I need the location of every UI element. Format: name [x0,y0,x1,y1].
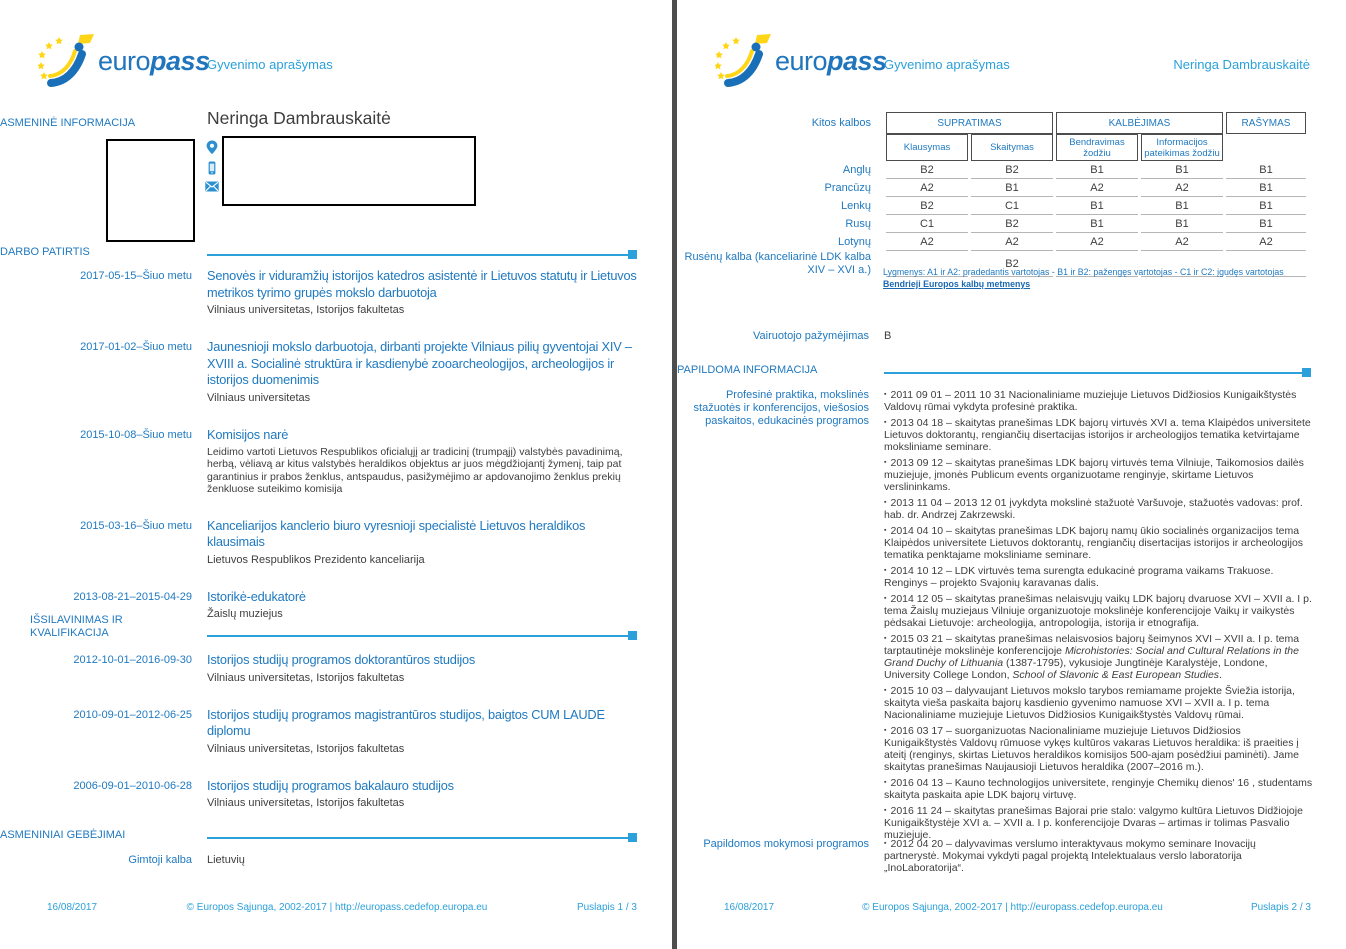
section-label-additional: PAPILDOMA INFORMACIJA [677,364,818,376]
language-level: B2 [971,161,1053,179]
europass-wordmark: europass [98,45,210,76]
language-level: B1 [1226,215,1306,233]
section-rule [207,254,637,256]
europass-logo [715,34,887,88]
bullet-text: 2011 09 01 – 2011 10 31 Nacionaliniame muziejuje Lietuvos Didžiosios Kunigaikštystės Valdovų rūmai vykdyta profesinė praktika. [884,389,1297,413]
entry-title: Komisijos narė [207,426,289,442]
cv-page-1 [0,0,672,949]
other-languages-table [677,112,1309,277]
entry-date: 2015-03-16–Šiuo metu [80,519,192,532]
entry-body [207,268,639,317]
native-language-value: Lietuvių [207,854,245,866]
language-name: Rusėnų kalba (kanceliarinė LDK kalba XIV – XVI a.) [684,251,871,276]
language-level: B1 [1141,215,1223,233]
entry-organisation: Vilniaus universitetas, Istorijos fakultetas [207,797,405,809]
native-language-row [0,854,672,867]
language-level: C1 [971,197,1053,215]
language-row [680,197,1306,215]
additional-info-row-practice [677,389,1346,845]
bullet-item [884,497,1314,521]
other-languages-label: Kitos kalbos [811,117,871,129]
bullet-item [884,457,1314,493]
cv-page-2 [677,0,1346,949]
work-experience-heading [0,246,672,259]
language-level: B1 [1056,161,1138,179]
language-name: Lenkų [841,199,871,212]
header-person-name: Neringa Dambrauskaitė [1173,57,1310,72]
document-title: Gyvenimo aprašymas [207,57,333,72]
language-level: B2 [971,251,1053,277]
bullet-marker-icon: ▪ [884,419,887,426]
entry-title: Jaunesnioji mokslo darbuotoja, dirbanti projekte Vilniaus pilių gyventojai XIV – XVIII a. Socialinė struktūra ir kasdienybė zooarcheologijos, archeologijos ir istorijos duomenimis [207,339,632,387]
language-level: A2 [1056,233,1138,251]
bullet-item [884,777,1314,801]
bullet-text: 2013 04 18 – skaitytas pranešimas LDK bajorų virtuvės XVI a. tema Klaipėdos universitete Lietuvos doktorantų, rengiančių disertacijas istorijos ir archeologijos tematika ketvirtajame moksliniame seminare. [884,417,1311,453]
bullet-text: (1387-1795), vykusioje Jungtinėje Karalystėje, Londone, University College London, [884,657,1268,681]
bullet-item [884,593,1314,629]
entry-date: 2017-05-15–Šiuo metu [80,270,192,282]
additional-info-row-training [677,838,1346,878]
bullet-marker-icon: ▪ [884,459,887,466]
entry-description: Leidimo vartoti Lietuvos Respublikos oficialųjį ar tradicinį (trumpąjį) valstybės pavadinimą, herbą, vėliavą ar kitus valstybės heraldikos objektus ar juos mėgdžiojantį žymenį, taip pat garantinius ir prabos ženklus, antspaudus, pasižymėjimo ar apdovanojimo ženklus prekių ženkluose suteikimo komisija [207,446,623,496]
cefr-framework-link[interactable]: Bendrieji Europos kalbų metmenys [883,279,1031,289]
entry-title: Istorijos studijų programos magistrantūros studijos, baigtos CUM LAUDE diplomu [207,706,605,738]
language-level: B2 [886,197,968,215]
photo-placeholder [106,139,195,242]
language-level: B1 [1141,161,1223,179]
cv-entry [0,652,672,685]
column-spoken-interaction: Bendravimas žodžiu [1056,134,1138,161]
language-level: A2 [1056,179,1138,197]
bullet-text: 2012 04 20 – dalyvavimas verslumo interaktyvaus mokymo seminare Inovacijų partnerystė. Mokymai vykdyti pagal projektą Intelektualaus verslo laboratorija „InoLaboratorija“. [884,838,1256,874]
footer-page-number: Puslapis 1 / 3 [576,902,637,913]
driving-licence-value: B [884,330,892,342]
bullet-text: 2013 11 04 – 2013 12 01 įvykdyta mokslinė stažuotė Varšuvoje, stažuotės vadovas: prof. hab. dr. Andrzej Zakrzewski. [884,497,1303,521]
section-label-work: DARBO PATIRTIS [0,246,90,258]
bullet-item [884,685,1314,721]
page-footer [47,902,637,913]
language-row [680,179,1306,197]
contact-redacted-box [222,136,476,206]
bullet-text: 2014 04 10 – skaitytas pranešimas LDK bajorų namų ūkio socialinės organizacijos tema Klaipėdos universitete Lietuvos doktorantų, rengiančių disertacijas istorijos ir archeologijos tematika penktajame moksliniame seminare. [884,525,1304,561]
language-level: B1 [1226,197,1306,215]
additional-info-heading [677,364,1346,377]
practice-conferences-bullets [884,389,1314,845]
entry-date: 2017-01-02–Šiuo metu [80,341,192,353]
language-level: B1 [971,179,1053,197]
europass-logo-figure-icon [38,34,96,88]
column-reading: Skaitymas [971,134,1053,161]
language-level: A2 [886,233,968,251]
bullet-marker-icon: ▪ [884,635,887,642]
personal-skills-heading [0,829,672,842]
cv-entry [0,707,672,756]
language-level: B2 [971,215,1053,233]
language-name: Lotynų [837,235,871,248]
bullet-marker-icon: ▪ [884,727,887,734]
bullet-text: 2015 03 21 – skaitytas pranešimas nelaisvosios bajorų šeimynos XVI – XVII a. I p. tema tarptautinėje mokslinėje konferencijoje [884,633,1300,657]
section-label-personal-info: ASMENINĖ INFORMACIJA [0,117,136,129]
entry-title: Istorikė-edukatorė [207,588,306,604]
entry-title: Senovės ir viduramžių istorijos katedros asistentė ir Lietuvos statutų ir Lietuvos metrikos tyrimo grupės mokslo darbuotoja [207,268,637,300]
bullet-text: 2014 10 12 – LDK virtuvės tema surengta edukacinė programa vaikams Trakuose. Renginys – projekto Svajonių karavanas dalis. [884,565,1274,589]
entry-body [207,652,639,685]
entry-date: 2013-08-21–2015-04-29 [73,590,192,603]
bullet-item [884,838,1314,874]
column-writing-empty [1226,134,1306,161]
entry-title: Istorijos studijų programos bakalauro studijos [207,777,454,793]
column-group-writing: RAŠYMAS [1226,112,1306,134]
cv-entry [0,268,672,317]
footer-copyright: © Europos Sąjunga, 2002-2017 | http://europass.cedefop.europa.eu [186,902,488,913]
bullet-text: Microhistories: Social and Cultural Relations in the Grand Duchy of Lithuania [884,645,1299,669]
education-heading [0,614,672,640]
entry-body [207,427,639,496]
language-level: A2 [1226,233,1306,251]
bullet-marker-icon: ▪ [884,595,887,602]
entry-organisation: Vilniaus universitetas, Istorijos fakultetas [207,304,405,316]
mobile-phone-icon [205,161,219,175]
work-entries-list [0,268,672,643]
entry-body [207,339,639,405]
language-row [680,161,1306,179]
bullet-item [884,565,1314,589]
entry-organisation: Lietuvos Respublikos Prezidento kanceliarija [207,553,425,566]
email-envelope-icon [205,181,219,192]
training-programs-bullets [884,838,1314,878]
training-programs-label: Papildomos mokymosi programos [703,838,869,850]
bullet-marker-icon: ▪ [884,527,887,534]
language-table-group-header-row [680,112,1306,134]
language-level: B1 [1226,161,1306,179]
cv-entry [0,427,672,496]
footer-page-number: Puslapis 2 / 3 [1250,902,1311,913]
entry-date: 2006-09-01–2010-06-28 [73,779,192,792]
footer-date: 16/08/2017 [724,902,775,913]
language-name: Anglų [842,163,871,176]
bullet-item [884,805,1314,841]
entry-title: Istorijos studijų programos doktorantūros studijos [207,652,476,667]
language-name: Rusų [845,217,871,230]
document-title: Gyvenimo aprašymas [884,57,1010,72]
bullet-marker-icon: ▪ [884,807,887,814]
europass-wordmark: europass [775,45,887,76]
language-level: A2 [886,179,968,197]
bullet-item [884,633,1314,681]
language-row [680,233,1306,251]
bullet-text: 2013 09 12 – skaitytas pranešimas LDK bajorų virtuvės tema Vilniuje, Taikomosios dailės muziejuje, įmonės Publicum events organizuotame renginyje, skirtame Lietuvos verslininkams. [884,457,1304,493]
column-group-speaking: KALBĖJIMAS [1056,112,1223,134]
entry-date: 2010-09-01–2012-06-25 [73,708,192,721]
bullet-text: 2016 11 24 – skaitytas pranešimas Bajorai prie stalo: valgymo kultūra Lietuvos Didžiojoje Kunigaikštystėje XVI a. – XVII a. I p. konferencijoje Dvaras – artimas ir tolimas Pasvalio muziejuje. [884,805,1303,841]
cv-entry [0,778,672,811]
entry-body [207,778,639,811]
bullet-item [884,389,1314,413]
section-rule [207,837,637,839]
section-label-education: IŠSILAVINIMAS IR KVALIFIKACIJA [30,614,123,639]
contact-icons [205,140,219,192]
column-spoken-production: Informacijos pateikimas žodžiu [1141,134,1223,161]
column-group-understanding: SUPRATIMAS [886,112,1053,134]
entry-date: 2015-10-08–Šiuo metu [80,428,192,441]
native-language-label: Gimtoji kalba [128,854,192,866]
cefr-levels-note: Lygmenys: A1 ir A2: pradedantis vartotojas - B1 ir B2: pažengęs vartotojas - C1 ir C2: įgudęs vartotojas [883,267,1284,277]
entry-organisation: Žaislų muziejus [207,608,283,621]
footer-copyright: © Europos Sąjunga, 2002-2017 | http://europass.cedefop.europa.eu [862,902,1163,913]
footer-date: 16/08/2017 [47,902,98,913]
europass-logo-figure-icon [715,34,773,88]
practice-conferences-label: Profesinė praktika, mokslinės stažuotės ir konferencijos, viešosios paskaitos, edukacinės programos [693,389,869,427]
bullet-marker-icon: ▪ [884,391,887,398]
cv-entry [0,339,672,405]
driving-licence-label: Vairuotojo pažymėjimas [753,330,869,342]
language-level: B2 [886,161,968,179]
bullet-marker-icon: ▪ [884,687,887,694]
driving-licence-row [677,330,1346,343]
entry-date: 2012-10-01–2016-09-30 [73,654,192,666]
education-entries-list [0,652,672,832]
europass-logo [38,34,210,88]
entry-body [207,518,639,567]
person-name: Neringa Dambrauskaitė [207,108,391,128]
entry-organisation: Vilniaus universitetas [207,391,311,404]
cv-entry [0,518,672,567]
column-listening: Klausymas [886,134,968,161]
bullet-item [884,417,1314,453]
bullet-marker-icon: ▪ [884,567,887,574]
section-label-skills: ASMENINIAI GEBĖJIMAI [0,829,126,841]
entry-body [207,707,639,756]
section-rule [884,372,1311,374]
bullet-text: 2015 10 03 – dalyvaujant Lietuvos mokslo tarybos remiamame projekte Šviežia istorija, skaityta vieša paskaita bajorų kasdienio gyvenimo namuose XVI – XVII a. I p. tema Nacionaliniame muziejuje Lietuvos Didžiosios Kunigaikštystės Valdovų rūmai. [884,685,1295,721]
entry-organisation: Vilniaus universitetas, Istorijos fakultetas [207,742,405,755]
language-level: A2 [1141,179,1223,197]
bullet-text: . [1219,669,1222,681]
bullet-marker-icon: ▪ [884,499,887,506]
language-table-sub-header-row [680,134,1306,161]
page-footer [724,902,1311,913]
language-name: Prancūzų [824,181,871,194]
section-rule [207,635,637,637]
bullet-text: 2014 12 05 – skaitytas pranešimas nelaisvųjų vaikų LDK bajorų dvaruose XVI – XVII a. I p. tema Žaislų muziejaus Vilniuje organizuotoje mokslinėje konferencijoje Vaikų ir vaikystės pėdsakai Lietuvoje: archeologija, antropologija, istorija ir etnografija. [884,593,1312,629]
bullet-item [884,725,1314,773]
language-level: B1 [1226,179,1306,197]
language-level: B1 [1141,197,1223,215]
language-level: C1 [886,215,968,233]
bullet-item [884,525,1314,561]
bullet-text: School of Slavonic & East European Studies [1012,669,1220,681]
entry-organisation: Vilniaus universitetas, Istorijos fakultetas [207,671,405,684]
language-level: A2 [971,233,1053,251]
language-level: A2 [1141,233,1223,251]
language-level: B1 [1056,215,1138,233]
location-pin-icon [205,140,219,155]
bullet-marker-icon: ▪ [884,779,887,786]
bullet-text: 2016 03 17 – suorganizuotas Nacionaliniame muziejuje Lietuvos Didžiosios Kunigaikštystės Valdovų rūmuose vykęs kultūros vakaras Lietuvos heraldika: iš praeities į ateitį (renginys, skirtas Lietuvos heraldikos komisijos 500-ajam posėdžiui paminėti). Jame skaitytas pranešimas Naujausioji Lietuvos heraldika (2007–2016 m.). [884,725,1299,773]
bullet-text: 2016 04 13 – Kauno technologijos universitete, renginyje Chemikų dienos' 16 , studentams skaityta paskaita apie LDK bajorų virtuvę. [884,777,1313,801]
entry-title: Kanceliarijos kanclerio biuro vyresnioji specialistė Lietuvos heraldikos klausimais [207,517,586,550]
language-row [680,215,1306,233]
bullet-marker-icon: ▪ [884,840,887,847]
language-level: B1 [1056,197,1138,215]
